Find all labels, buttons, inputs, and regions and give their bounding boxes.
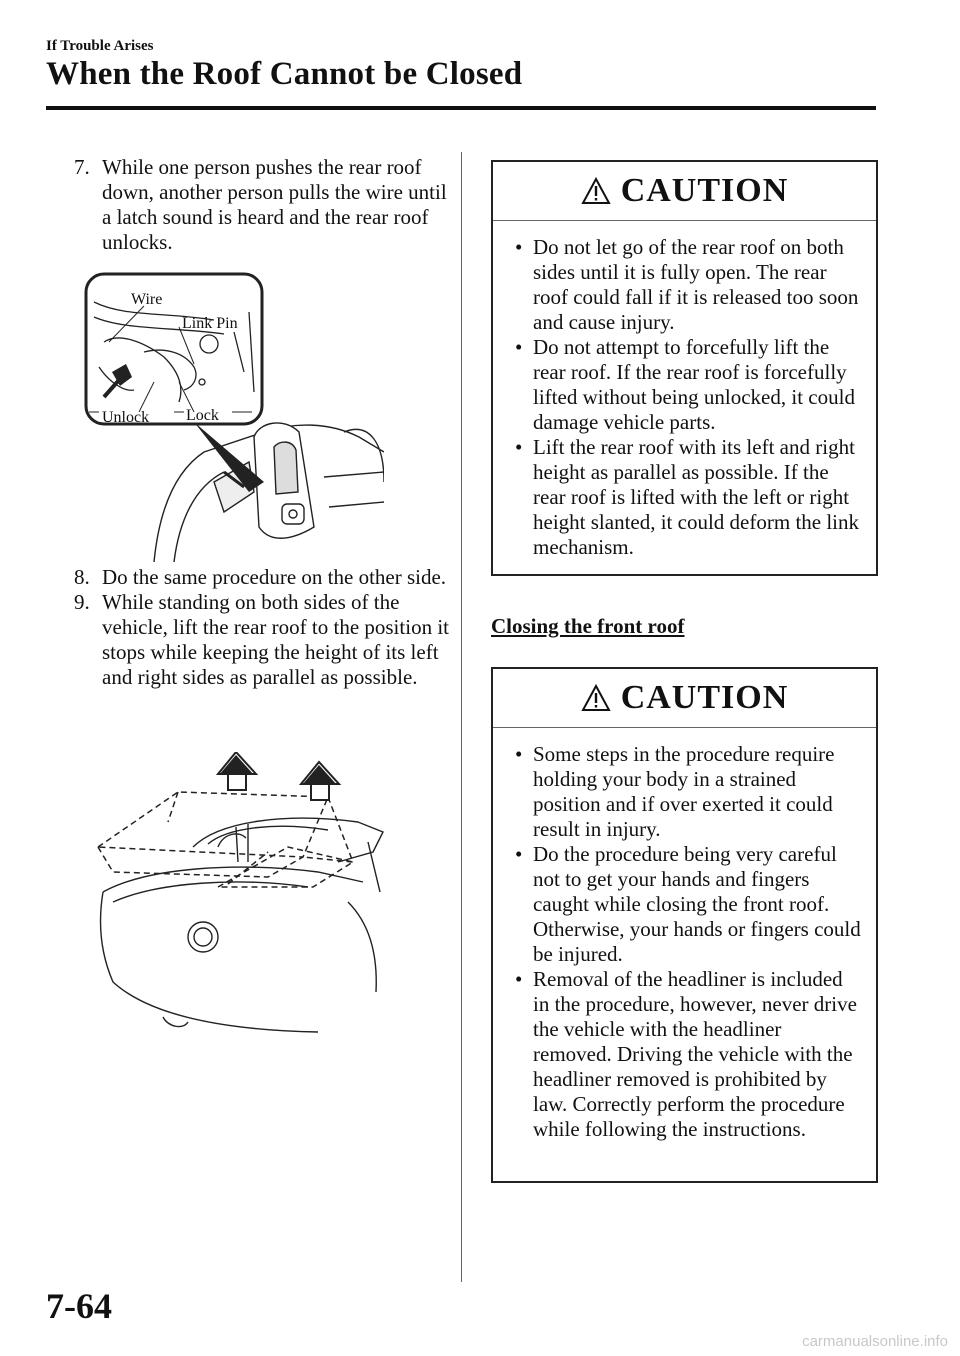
- section-label: If Trouble Arises: [46, 38, 154, 54]
- caution-item-text: Do not attempt to forcefully lift the rear roof. If the rear roof is forcefully lifted without being unlocked, it could damage vehicle parts.: [533, 335, 855, 434]
- watermark: carmanualsonline.info: [802, 1333, 948, 1350]
- lift-rear-roof-illustration: [88, 752, 388, 1037]
- caution-list: [493, 728, 876, 1142]
- caution-label: CAUTION: [620, 172, 789, 209]
- step-number: 9.: [74, 590, 90, 614]
- caution-box-rear-roof: [491, 160, 878, 576]
- caution-box-front-roof: [491, 667, 878, 1183]
- rear-roof-lock-illustration: [84, 272, 384, 562]
- column-divider: [461, 152, 462, 1282]
- page-title: When the Roof Cannot be Closed: [46, 56, 523, 92]
- subheading-closing-front-roof: Closing the front roof: [491, 614, 685, 638]
- caution-item-text: Some steps in the procedure require holding your body in a strained position and if over exerted it could result in injury.: [533, 742, 835, 841]
- bullet-marker: •: [515, 235, 523, 259]
- bullet-marker: •: [515, 335, 523, 359]
- left-column-steps: [74, 565, 454, 690]
- label-wire: Wire: [131, 291, 163, 308]
- label-link-pin: Link Pin: [182, 315, 238, 332]
- bullet-marker: •: [515, 967, 523, 991]
- warning-triangle-icon: [581, 177, 611, 205]
- caution-item: [509, 435, 864, 560]
- caution-list: [493, 221, 876, 560]
- caution-item: [509, 967, 864, 1142]
- bullet-marker: •: [515, 435, 523, 459]
- caution-item: [509, 335, 864, 435]
- step-text: While one person pushes the rear roof down, another person pulls the wire until a latch sound is heard and the rear roof unlocks.: [102, 155, 447, 254]
- caution-item: [509, 842, 864, 967]
- label-unlock: Unlock: [102, 409, 150, 426]
- step-text: While standing on both sides of the vehicle, lift the rear roof to the position it stops while keeping the height of its left and right sides as parallel as possible.: [102, 590, 449, 689]
- bullet-marker: •: [515, 842, 523, 866]
- warning-triangle-icon: [581, 684, 611, 712]
- step-number: 8.: [74, 565, 90, 589]
- left-column: [74, 155, 454, 255]
- bullet-marker: •: [515, 742, 523, 766]
- caution-item-text: Removal of the headliner is included in the procedure, however, never drive the vehicle with the headliner removed. Driving the vehicle with the headliner removed is prohibited by law. Correctly perform the procedure while following the instructions.: [533, 967, 857, 1141]
- step-9: [74, 590, 454, 690]
- caution-item-text: Lift the rear roof with its left and right height as parallel as possible. If the rear roof is lifted with the left or right height slanted, it could deform the link mechanism.: [533, 435, 860, 559]
- title-rule: [46, 106, 876, 110]
- page-number: 7-64: [46, 1286, 112, 1326]
- step-text: Do the same procedure on the other side.: [102, 565, 447, 589]
- step-8: [74, 565, 454, 590]
- caution-item: [509, 742, 864, 842]
- label-lock: Lock: [186, 407, 219, 424]
- caution-header: [493, 669, 876, 728]
- caution-header: [493, 162, 876, 221]
- step-7: [74, 155, 454, 255]
- caution-item: [509, 235, 864, 335]
- caution-item-text: Do not let go of the rear roof on both sides until it is fully open. The rear roof could fall if it is released too soon and cause injury.: [533, 235, 859, 334]
- caution-label: CAUTION: [620, 679, 789, 716]
- step-number: 7.: [74, 155, 90, 179]
- caution-item-text: Do the procedure being very careful not to get your hands and fingers caught while closing the front roof. Otherwise, your hands or fingers could be injured.: [533, 842, 861, 966]
